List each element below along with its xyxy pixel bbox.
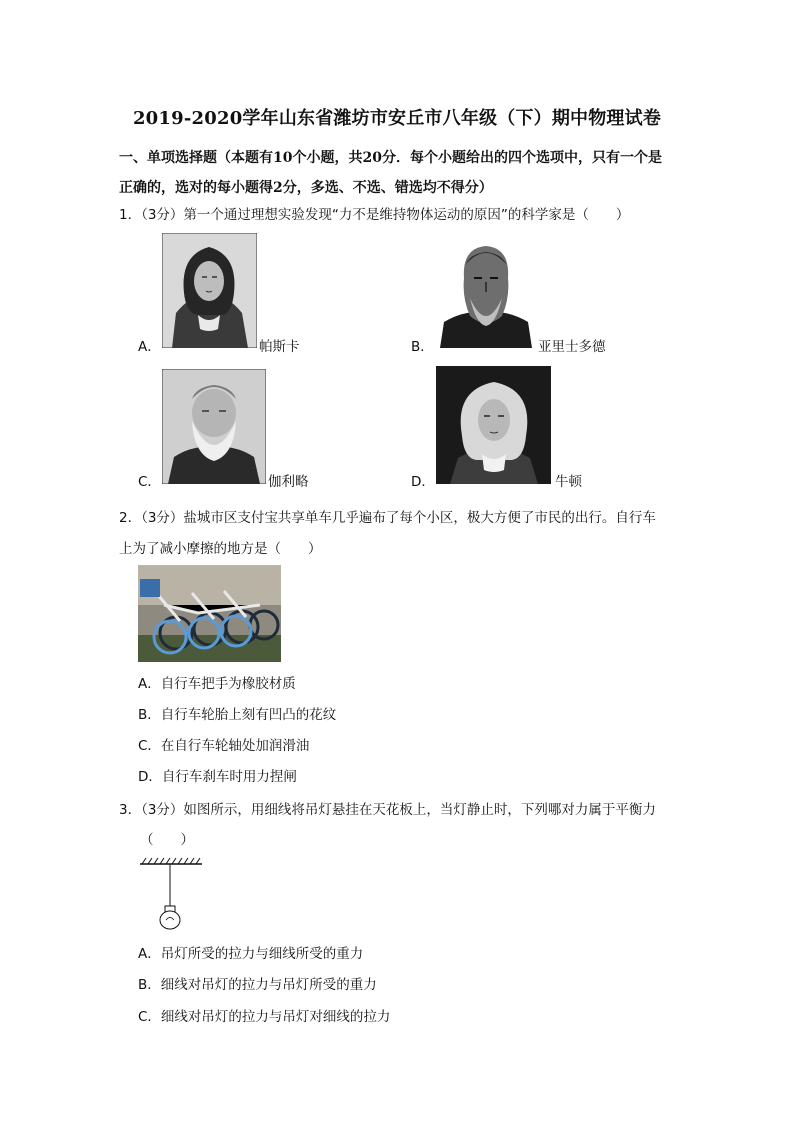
section-line-2: 正确的，选对的每小题得2分，多选、不选、错选均不得分） [119,180,493,196]
shared-bicycles-photo [138,565,281,662]
q1-option-b-letter: B． [411,339,434,355]
q1-option-a-caption: 帕斯卡 [259,339,300,355]
galileo-portrait-image [162,369,266,484]
q2-option-c: C．在自行车轮轴处加润滑油 [138,738,310,754]
q3-stem-line-2: （ ） [140,832,194,848]
q2-stem-line-2: 上为了减小摩擦的地方是（ ） [119,541,322,557]
pascal-portrait-image [162,233,257,348]
q2-stem-line-1: 2．（3分）盐城市区支付宝共享单车几乎遍布了每个小区，极大方便了市民的出行。自行车 [119,510,656,526]
hanging-lamp-diagram [138,856,206,936]
q1-option-d-caption: 牛顿 [555,474,582,490]
page-title: 2019-2020学年山东省潍坊市安丘市八年级（下）期中物理试卷 [132,108,662,129]
q2-option-b: B．自行车轮胎上刻有凹凸的花纹 [138,707,337,723]
q3-option-b: B．细线对吊灯的拉力与吊灯所受的重力 [138,977,377,993]
q1-option-a-letter: A． [138,339,161,355]
section-line-1: 一、单项选择题（本题有10个小题，共20分．每个小题给出的四个选项中，只有一个是 [119,150,662,166]
q2-option-a: A．自行车把手为橡胶材质 [138,676,296,692]
q1-option-d-letter: D． [411,474,435,490]
q3-option-c: C．细线对吊灯的拉力与吊灯对细线的拉力 [138,1009,391,1025]
section-header [119,143,679,203]
q1-stem: 1．（3分）第一个通过理想实验发现“力不是维持物体运动的原因”的科学家是（ ） [119,207,630,223]
q1-option-b-caption: 亚里士多德 [538,339,606,355]
q1-option-c-letter: C． [138,474,161,490]
q3-option-a: A．吊灯所受的拉力与细线所受的重力 [138,946,364,962]
q3-stem-line-1: 3．（3分）如图所示，用细线将吊灯悬挂在天花板上，当灯静止时，下列哪对力属于平衡力 [119,802,656,818]
q2-option-d: D．自行车刹车时用力捏闸 [138,769,297,785]
newton-portrait-image [436,366,551,484]
aristotle-bust-image [436,238,536,348]
q1-option-c-caption: 伽利略 [268,474,309,490]
